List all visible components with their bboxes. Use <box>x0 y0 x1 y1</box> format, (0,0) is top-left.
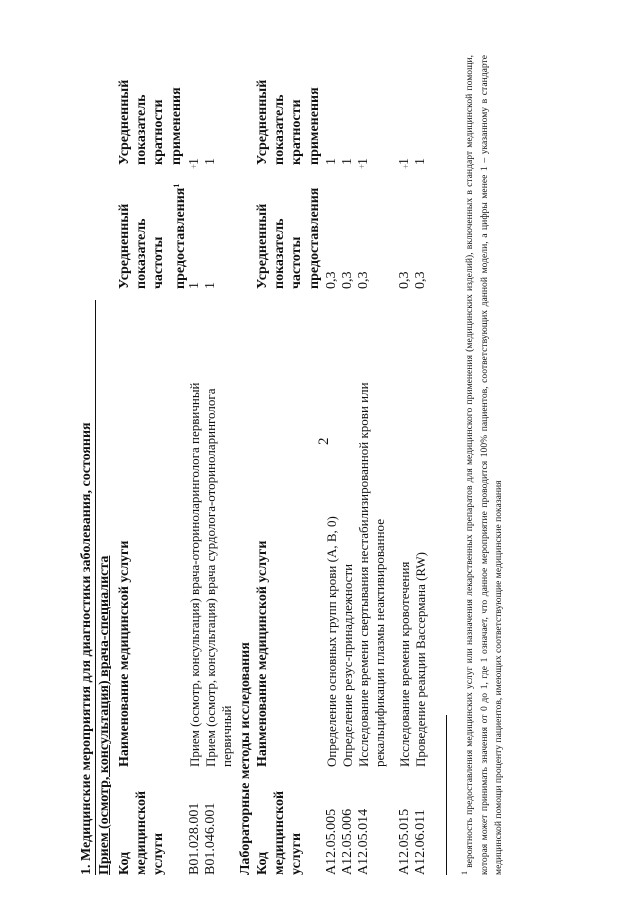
document-title: 1. Медицинские мероприятия для диагностики заболевания, состояния <box>79 422 94 875</box>
service-name: Определение резус-принадлежности <box>340 563 355 767</box>
column-header-multiplicity: Усредненный показатель кратности применения <box>117 79 184 165</box>
column-header-name: Наименование медицинской услуги <box>117 540 132 767</box>
service-name: Определение основных групп крови (А, В, 0) <box>324 516 339 767</box>
page-number: 2 <box>316 437 332 445</box>
multiplicity-value: 1 <box>324 158 339 165</box>
service-name: Исследование времени свертывания нестабилизированной крови или рекальцификации плазмы неактивированное <box>356 382 388 767</box>
frequency-value: 1 <box>187 282 202 289</box>
multiplicity-value: 1 <box>203 158 218 165</box>
service-code: A12.05.015 <box>397 808 412 875</box>
service-name: Прием (осмотр, консультация) врача сурдолога-оториноларинголога первичный <box>203 388 235 767</box>
scan-mark: + <box>357 163 367 169</box>
column-header-frequency: Усредненный показатель частоты предоставления$^1$ <box>117 183 188 289</box>
column-header-frequency: Усредненный показатель частоты предоставления <box>255 187 322 289</box>
service-code: A12.06.011 <box>413 809 428 875</box>
footnote-text: вероятность предоставления медицинских услуг или назначения лекарственных препаратов для медицинского применения (медицинских изделий), включенных в стандарт медицинской помощи, которая может принимать значения от 0 до 1, где 1 означает, что данное мероприятие проводится 100% пациентов, соответствующих данной модели, а цифры менее 1 – указанному в стандарте медицинской помощи проценту пациентов, имеющих соответствующие медицинские показания <box>464 55 504 875</box>
service-code: A12.05.014 <box>356 808 371 875</box>
footnote-ref-marker: 1 <box>171 183 181 188</box>
multiplicity-value: 1 <box>397 158 412 165</box>
column-header-code: Код медицинской услуги <box>117 790 167 875</box>
service-name: Проведение реакции Вассермана (RW) <box>413 552 428 767</box>
footnote-separator <box>446 715 447 875</box>
frequency-value: 0,3 <box>397 271 412 289</box>
service-code: B01.046.001 <box>203 802 218 875</box>
service-code: A12.05.006 <box>340 808 355 875</box>
document-sheet <box>74 30 594 875</box>
section-heading-specialist-visit: Прием (осмотр, консультация) врача-специалиста <box>97 555 112 875</box>
service-code: A12.05.005 <box>324 808 339 875</box>
section-heading-laboratory: Лабораторные методы исследования <box>238 642 253 875</box>
service-name: Исследование времени кровотечения <box>397 561 412 767</box>
multiplicity-value: 1 <box>356 158 371 165</box>
multiplicity-value: 1 <box>187 158 202 165</box>
column-header-multiplicity: Усредненный показатель кратности применения <box>255 79 322 165</box>
frequency-value: 0,3 <box>413 271 428 289</box>
column-header-name: Наименование медицинской услуги <box>255 540 270 767</box>
frequency-value: 1 <box>203 282 218 289</box>
frequency-value: 0,3 <box>324 271 339 289</box>
scan-mark: + <box>189 163 199 169</box>
column-header-code: Код медицинской услуги <box>255 790 305 875</box>
service-code: B01.028.001 <box>187 802 202 875</box>
footnote-marker: 1 <box>460 871 469 875</box>
frequency-value: 0,3 <box>356 271 371 289</box>
scan-mark: + <box>401 163 411 169</box>
footnote <box>458 55 507 875</box>
frequency-value: 0,3 <box>340 271 355 289</box>
multiplicity-value: 1 <box>413 158 428 165</box>
multiplicity-value: 1 <box>340 158 355 165</box>
service-name: Прием (осмотр, консультация) врача-оториноларинголога первичный <box>187 382 202 767</box>
